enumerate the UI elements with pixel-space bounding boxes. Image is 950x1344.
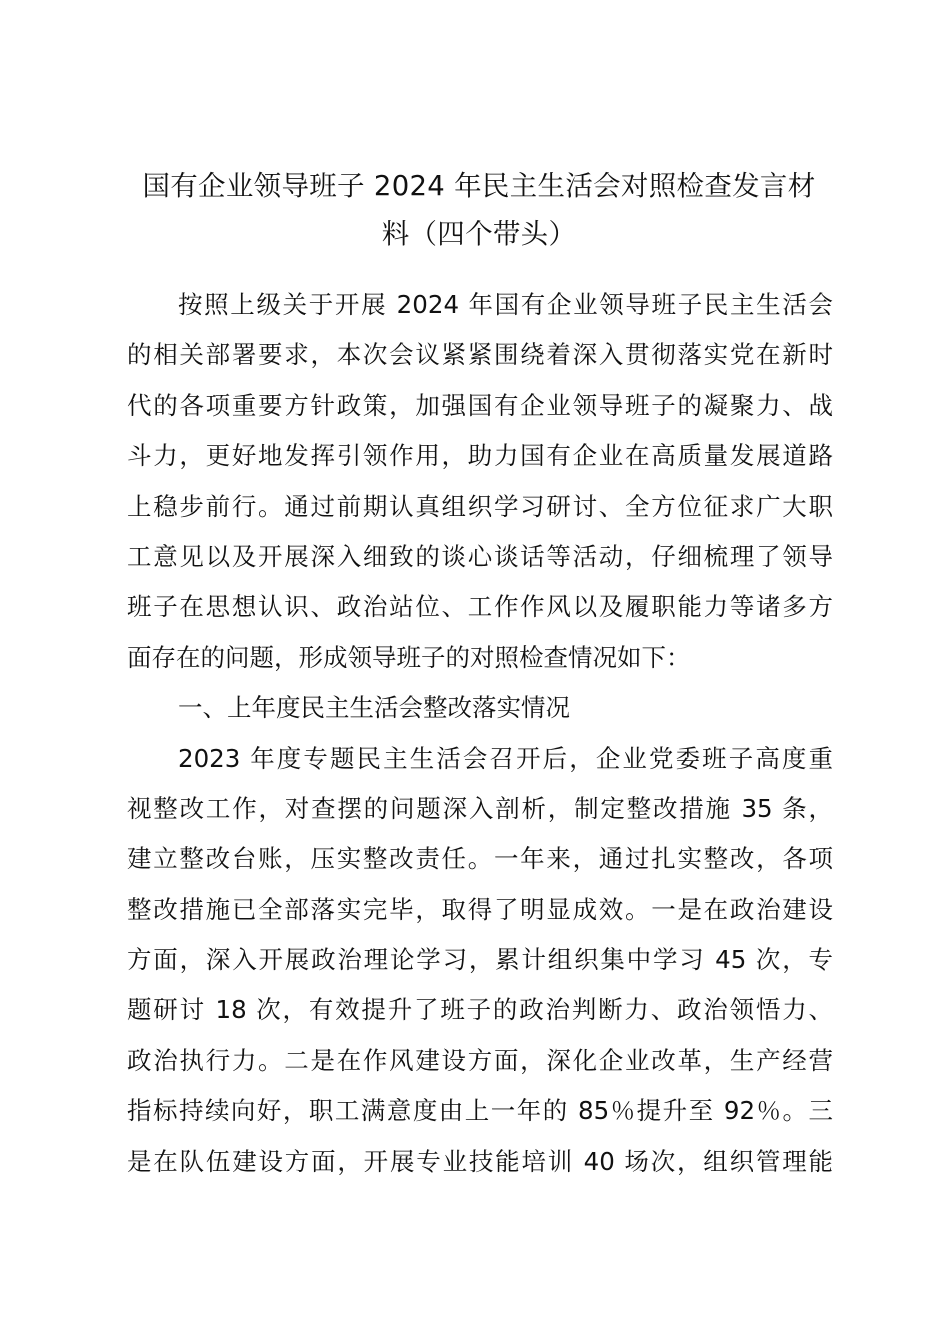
text-line: 题研讨 18 次，有效提升了班子的政治判断力、政治领悟力、: [127, 995, 833, 1025]
text-line: 指标持续向好，职工满意度由上一年的 85％提升至 92％。三: [127, 1096, 833, 1126]
text-line: 政治执行力。二是在作风建设方面，深化企业改革，生产经营: [127, 1045, 833, 1075]
title-line-1: 国有企业领导班子 2024 年民主生活会对照检查发言材: [142, 170, 816, 202]
text-line: 方面，深入开展政治理论学习，累计组织集中学习 45 次，专: [127, 945, 833, 975]
text-line: 建立整改台账，压实整改责任。一年来，通过扎实整改，各项: [127, 844, 833, 874]
section-heading: [127, 683, 833, 733]
document-body: [127, 280, 833, 1187]
text-line: 上稳步前行。通过前期认真组织学习研讨、全方位征求广大职: [127, 491, 833, 521]
title-line-2: 料（四个带头）: [381, 218, 577, 250]
text-line: 是在队伍建设方面，开展专业技能培训 40 场次，组织管理能: [127, 1146, 833, 1176]
text-line: 的相关部署要求，本次会议紧紧围绕着深入贯彻落实党在新时: [127, 340, 833, 370]
text-line: 视整改工作，对查摆的问题深入剖析，制定整改措施 35 条，: [127, 793, 833, 823]
text-line: 面存在的问题，形成领导班子的对照检查情况如下：: [127, 642, 691, 672]
paragraph-intro: [127, 280, 833, 683]
section-heading-text: 一、上年度民主生活会整改落实情况: [178, 693, 570, 723]
text-line: 代的各项重要方针政策，加强国有企业领导班子的凝聚力、战: [127, 390, 833, 420]
text-line: 2023 年度专题民主生活会召开后，企业党委班子高度重: [178, 743, 833, 773]
paragraph-rectification: [127, 734, 833, 1188]
text-line: 斗力，更好地发挥引领作用，助力国有企业在高质量发展道路: [127, 441, 833, 471]
text-line: 按照上级关于开展 2024 年国有企业领导班子民主生活会: [178, 290, 833, 319]
document-title: [126, 162, 832, 258]
text-line: 班子在思想认识、政治站位、工作作风以及履职能力等诸多方: [127, 592, 833, 622]
text-line: 工意见以及开展深入细致的谈心谈话等活动，仔细梳理了领导: [127, 541, 833, 571]
text-line: 整改措施已全部落实完毕，取得了明显成效。一是在政治建设: [127, 894, 833, 924]
